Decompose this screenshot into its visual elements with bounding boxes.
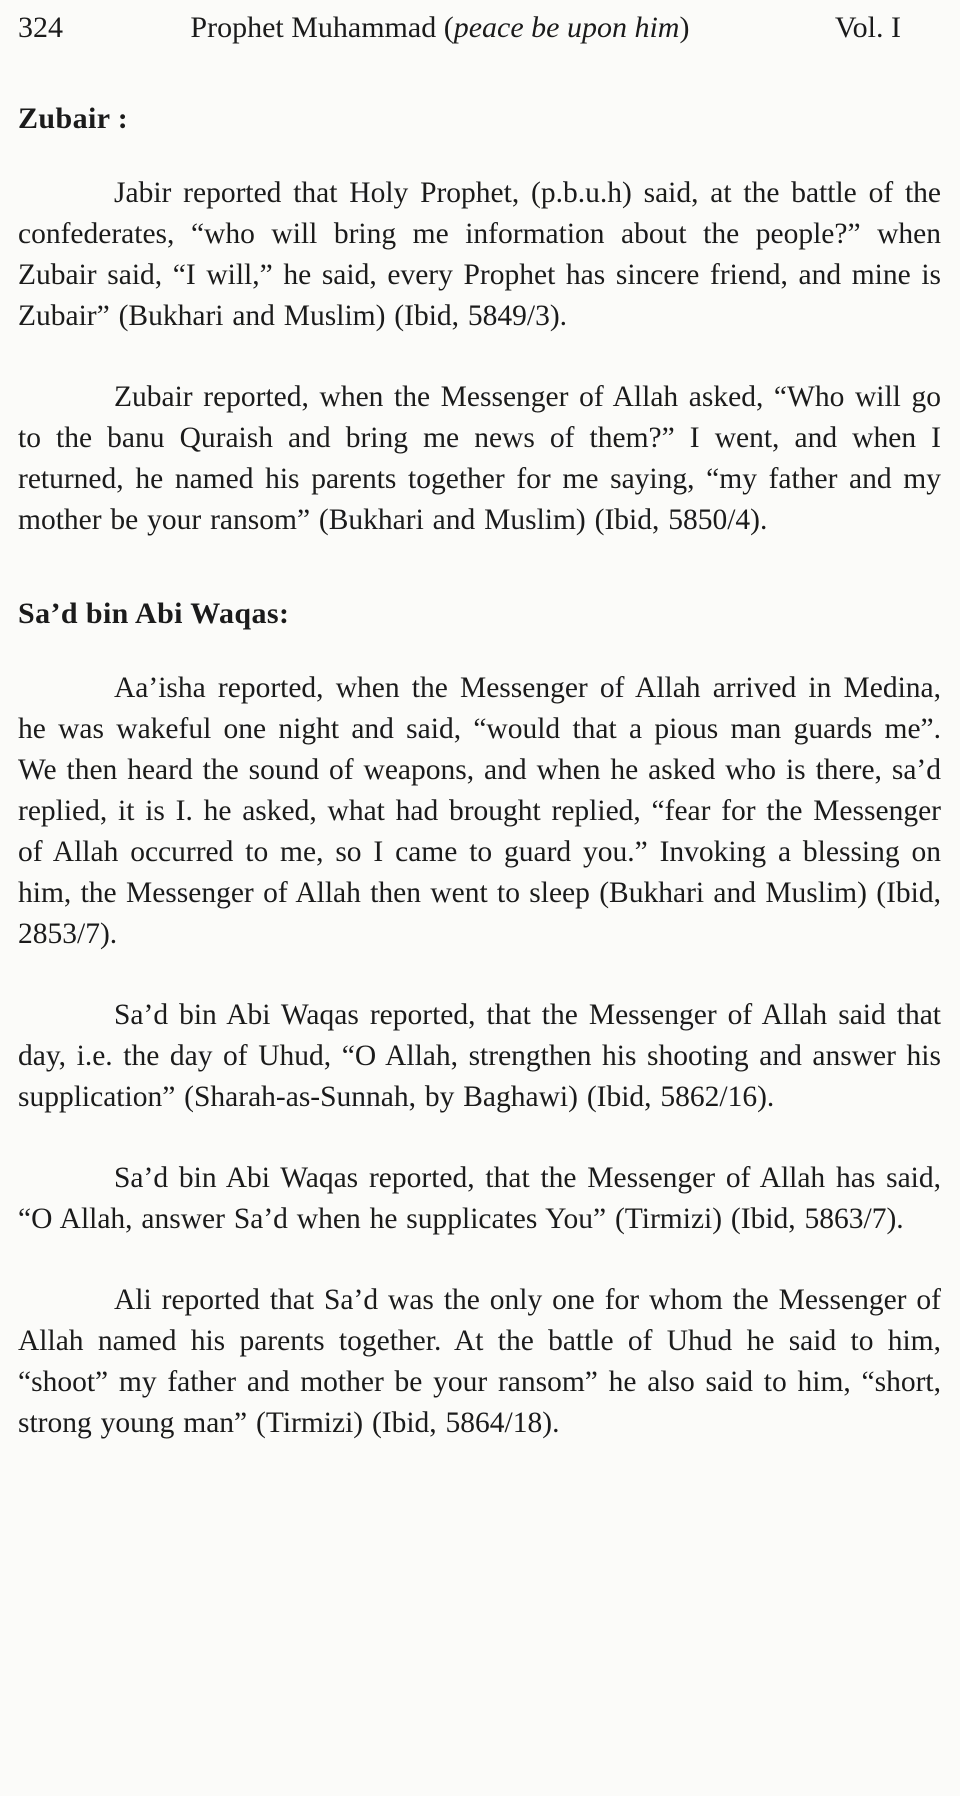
paragraph-sad-4: Ali reported that Sa’d was the only one for whom the Messenger of Allah named his parents together. At the battle of Uhud he said to him, “shoot” my father and mother be your ransom” he also said to him, “short, strong young man” (Tirmizi) (Ibid, 5864/18). [18, 1284, 941, 1439]
paragraph-sad-1: Aa’isha reported, when the Messenger of Allah arrived in Medina, he was wakeful one night and said, “would that a pious man guards me”. We then heard the sound of weapons, and when he asked who is there, sa’d replied, it is I. he asked, what had brought replied, “fear for the Messenger of Allah occurred to me, so I came to guard you.” Invoking a blessing on him, the Messenger of Allah then went to sleep (Bukhari and Muslim) (Ibid, 2853/7). [18, 672, 941, 950]
section-heading-sad-bin-abi-waqas: Sa’d bin Abi Waqas: [18, 597, 290, 630]
running-title [115, 10, 835, 46]
volume-label: Vol. I [834, 11, 901, 44]
paragraph-sad-3: Sa’d bin Abi Waqas reported, that the Messenger of Allah has said, “O Allah, answer Sa’d when he supplicates You” (Tirmizi) (Ibid, 5863/7). [18, 1162, 941, 1235]
running-title-suffix: ) [679, 11, 690, 44]
page-number: 324 [18, 11, 63, 44]
section-heading-zubair: Zubair : [18, 102, 129, 135]
running-title-italic: peace be upon him [453, 11, 680, 44]
page-header [18, 10, 941, 46]
paragraph-zubair-1: Jabir reported that Holy Prophet, (p.b.u.h) said, at the battle of the confederates, “who will bring me information about the people?” when Zubair said, “I will,” he said, every Prophet has sincere friend, and mine is Zubair” (Bukhari and Muslim) (Ibid, 5849/3). [18, 177, 941, 332]
paragraph-zubair-2: Zubair reported, when the Messenger of Allah asked, “Who will go to the banu Quraish and bring me news of them?” I went, and when I returned, he named his parents together for me saying, “my father and my mother be your ransom” (Bukhari and Muslim) (Ibid, 5850/4). [18, 381, 941, 536]
paragraph-sad-2: Sa’d bin Abi Waqas reported, that the Messenger of Allah said that day, i.e. the day of Uhud, “O Allah, strengthen his shooting and answer his supplication” (Sharah-as-Sunnah, by Baghawi) (Ibid, 5862/16). [18, 999, 941, 1113]
running-title-prefix: Prophet Muhammad ( [190, 11, 454, 44]
